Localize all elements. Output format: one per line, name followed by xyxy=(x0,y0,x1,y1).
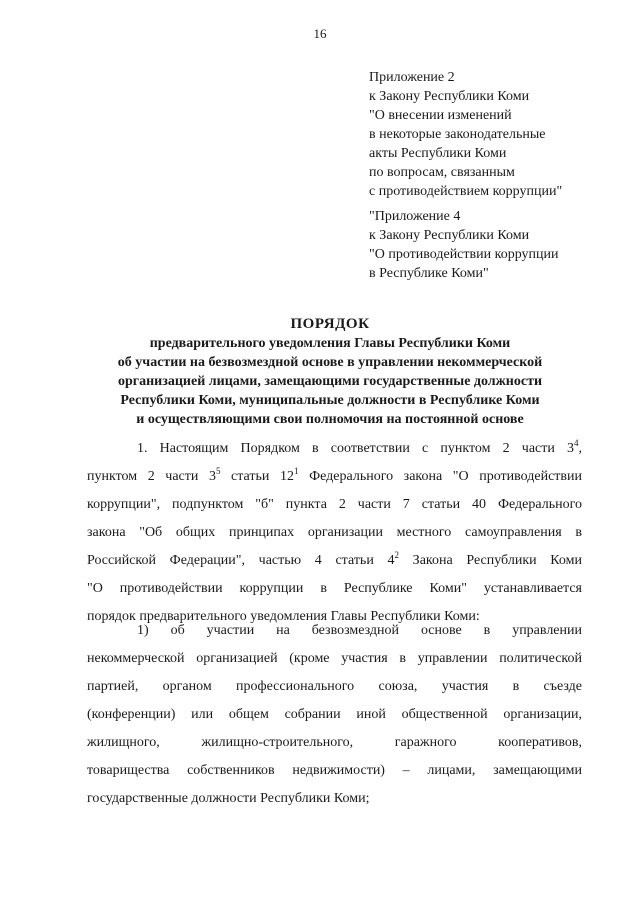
paragraph-line: "О противодействии коррупции в Республике Коми" устанавливается xyxy=(87,581,582,596)
paragraph-line xyxy=(87,547,582,575)
appendix-line: "О внесении изменений xyxy=(369,108,512,123)
page-number: 16 xyxy=(313,26,327,41)
appendix-2-heading xyxy=(369,68,562,201)
text-run: статьи 12 xyxy=(220,469,294,484)
superscript: 2 xyxy=(394,550,399,560)
document-subtitle-line: Республики Коми, муниципальные должности в Республике Коми xyxy=(120,393,540,408)
superscript: 4 xyxy=(574,438,579,448)
paragraph-line: (конференции) или общем собрании иной общественной организации, xyxy=(87,707,582,722)
document-title-block xyxy=(60,314,600,429)
paragraph-line: партией, органом профессионального союза, участия в съезде xyxy=(87,679,582,694)
text-run: , xyxy=(578,441,582,456)
paragraph-line: жилищного, жилищно-строительного, гаражного кооперативов, xyxy=(87,735,582,750)
appendix-line: акты Республики Коми xyxy=(369,146,507,161)
document-subtitle-line: и осуществляющими свои полномочия на постоянной основе xyxy=(136,412,524,427)
text-run: пунктом 2 части 3 xyxy=(87,469,216,484)
text-run: Российской Федерации", частью 4 статьи 4 xyxy=(87,553,395,568)
text-run: 1. Настоящим Порядком в соответствии с пунктом 2 части 3 xyxy=(137,441,574,456)
paragraph-line: закона "Об общих принципах организации местного самоуправления в xyxy=(87,525,582,540)
appendix-line: по вопросам, связанным xyxy=(369,165,515,180)
paragraph-line: государственные должности Республики Коми; xyxy=(87,791,370,806)
document-title: ПОРЯДОК xyxy=(290,316,370,332)
appendix-line: "О противодействии коррупции xyxy=(369,247,559,262)
text-run: Федерального закона "О противодействии xyxy=(298,469,583,484)
paragraph-line: коррупции", подпунктом "б" пункта 2 части 7 статьи 40 Федерального xyxy=(87,497,582,512)
appendix-line: в Республике Коми" xyxy=(369,266,489,281)
appendix-4-heading xyxy=(369,207,559,283)
superscript: 5 xyxy=(215,466,221,476)
paragraph-line: товарищества собственников недвижимости) – лицами, замещающими xyxy=(87,763,582,778)
paragraph-line xyxy=(87,463,582,491)
paragraph-line xyxy=(87,435,582,463)
document-subtitle-line: организацией лицами, замещающими государственные должности xyxy=(117,374,543,389)
paragraph-item-1 xyxy=(87,617,582,813)
text-run: Закона Республики Коми xyxy=(399,553,583,568)
appendix-line: "Приложение 4 xyxy=(369,209,461,224)
appendix-line: с противодействием коррупции" xyxy=(369,184,563,199)
superscript: 1 xyxy=(294,466,299,476)
document-subtitle-line: предварительного уведомления Главы Республики Коми xyxy=(149,336,511,351)
paragraph-1 xyxy=(87,435,582,631)
paragraph-line: некоммерческой организацией (кроме участия в управлении политической xyxy=(87,651,582,666)
document-subtitle-line: об участии на безвозмездной основе в управлении некоммерческой xyxy=(117,355,543,370)
paragraph-line: порядок предварительного уведомления Главы Республики Коми: xyxy=(87,609,480,624)
paragraph-line: 1) об участии на безвозмездной основе в управлении xyxy=(137,623,582,638)
appendix-line: Приложение 2 xyxy=(369,70,455,85)
appendix-line: к Закону Республики Коми xyxy=(369,228,530,243)
appendix-line: в некоторые законодательные xyxy=(369,127,546,142)
appendix-line: к Закону Республики Коми xyxy=(369,89,530,104)
